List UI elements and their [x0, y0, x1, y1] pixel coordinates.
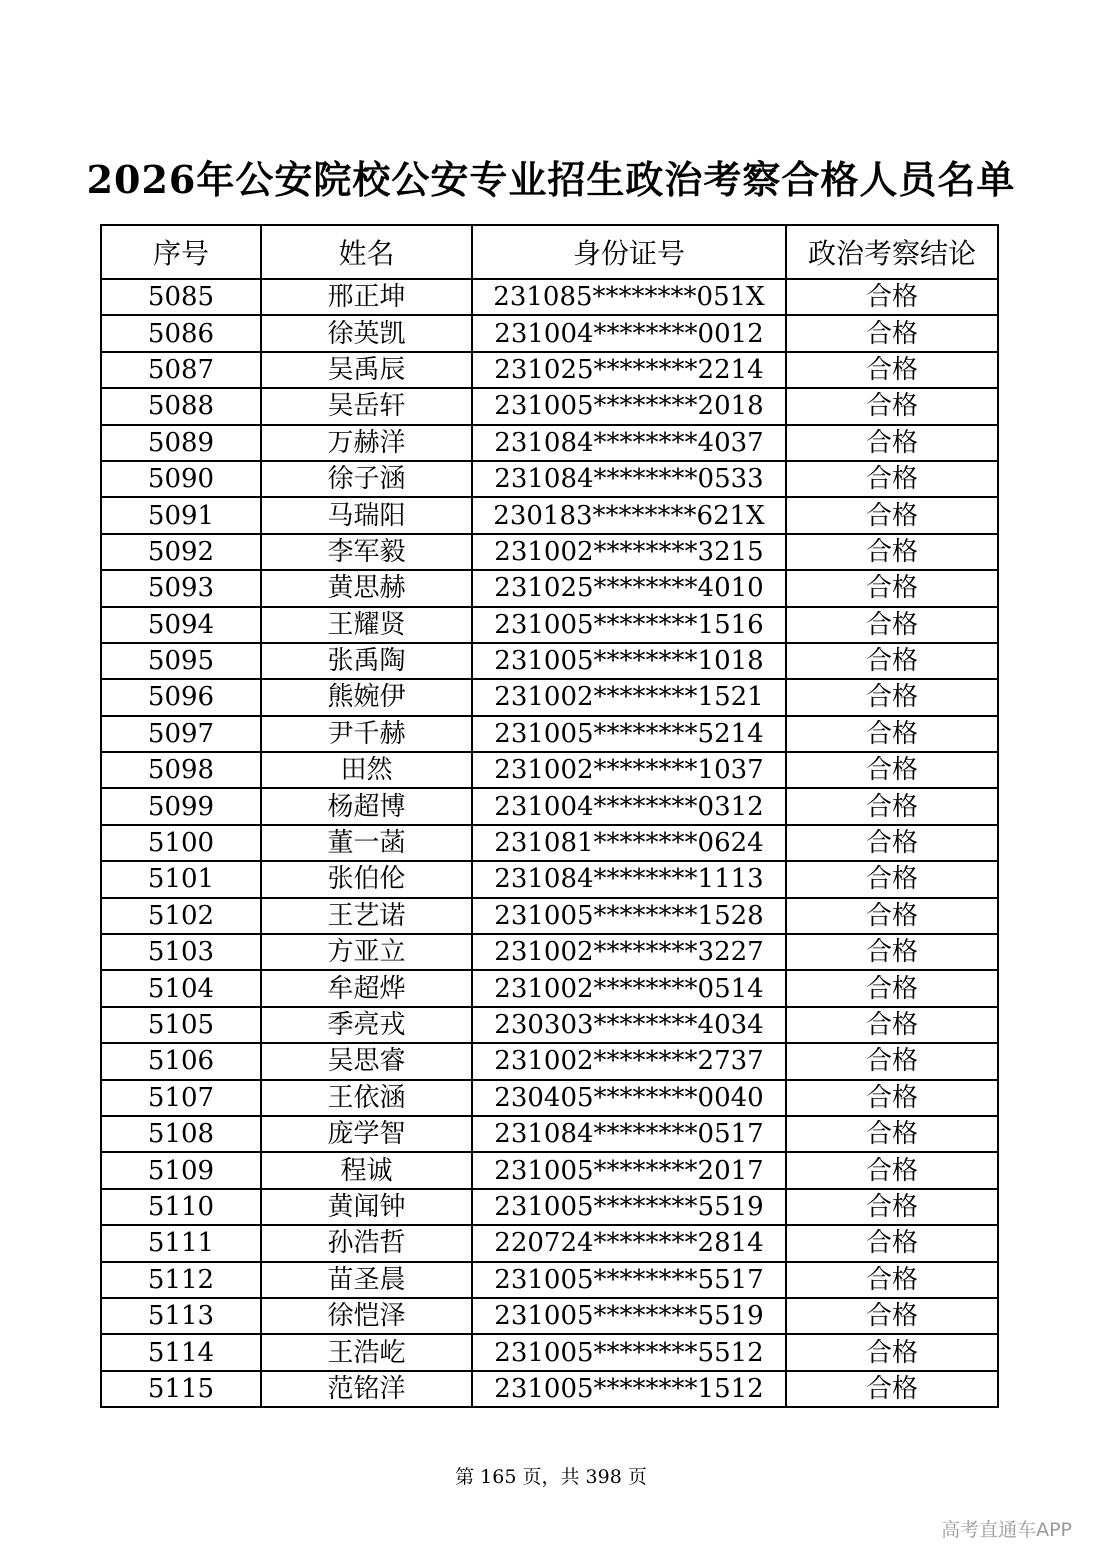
row-id-number-cell: 231002********3227	[472, 934, 786, 970]
row-id-number-cell: 231002********1521	[472, 679, 786, 715]
row-conclusion-cell: 合格	[786, 1007, 998, 1043]
row-name-cell: 王艺诺	[261, 898, 472, 934]
row-conclusion-cell: 合格	[786, 607, 998, 643]
row-id-number-cell: 231005********1512	[472, 1371, 786, 1407]
table-row	[101, 425, 998, 461]
row-conclusion-cell: 合格	[786, 1334, 998, 1370]
table-row	[101, 315, 998, 351]
table-row	[101, 461, 998, 497]
column-header-index: 序号	[101, 225, 261, 279]
row-id-number-cell: 231084********0517	[472, 1116, 786, 1152]
row-conclusion-cell: 合格	[786, 825, 998, 861]
row-conclusion-cell: 合格	[786, 788, 998, 824]
row-name-cell: 张禹陶	[261, 643, 472, 679]
table-header-row	[101, 225, 998, 279]
row-index-cell: 5096	[101, 679, 261, 715]
watermark: 高考直通车APP	[941, 1519, 1072, 1541]
row-conclusion-cell: 合格	[786, 861, 998, 897]
row-id-number-cell: 231005********2017	[472, 1152, 786, 1188]
row-id-number-cell: 231002********2737	[472, 1043, 786, 1079]
row-id-number-cell: 231005********1516	[472, 607, 786, 643]
row-name-cell: 范铭洋	[261, 1371, 472, 1407]
row-id-number-cell: 231005********5517	[472, 1262, 786, 1298]
row-name-cell: 吴岳轩	[261, 388, 472, 424]
row-index-cell: 5115	[101, 1371, 261, 1407]
row-index-cell: 5113	[101, 1298, 261, 1334]
row-name-cell: 孙浩哲	[261, 1225, 472, 1261]
row-id-number-cell: 231005********5519	[472, 1298, 786, 1334]
row-name-cell: 尹千赫	[261, 716, 472, 752]
row-name-cell: 徐子涵	[261, 461, 472, 497]
table-row	[101, 643, 998, 679]
row-index-cell: 5108	[101, 1116, 261, 1152]
page-number: 第 165 页，共 398 页	[455, 1466, 647, 1488]
table-body	[101, 279, 998, 1407]
row-name-cell: 王耀贤	[261, 607, 472, 643]
page-title: 2026年公安院校公安专业招生政治考察合格人员名单	[86, 157, 1016, 202]
row-conclusion-cell: 合格	[786, 1298, 998, 1334]
row-id-number-cell: 231005********5512	[472, 1334, 786, 1370]
row-conclusion-cell: 合格	[786, 716, 998, 752]
table-row	[101, 1225, 998, 1261]
row-name-cell: 程诚	[261, 1152, 472, 1188]
row-index-cell: 5114	[101, 1334, 261, 1370]
row-conclusion-cell: 合格	[786, 934, 998, 970]
row-name-cell: 吴禹辰	[261, 352, 472, 388]
table-row	[101, 352, 998, 388]
row-id-number-cell: 231005********2018	[472, 388, 786, 424]
table-row	[101, 861, 998, 897]
row-conclusion-cell: 合格	[786, 497, 998, 533]
row-conclusion-cell: 合格	[786, 1080, 998, 1116]
row-conclusion-cell: 合格	[786, 1225, 998, 1261]
row-id-number-cell: 231005********5214	[472, 716, 786, 752]
row-index-cell: 5110	[101, 1189, 261, 1225]
row-id-number-cell: 231085********051X	[472, 279, 786, 315]
row-name-cell: 马瑞阳	[261, 497, 472, 533]
row-conclusion-cell: 合格	[786, 679, 998, 715]
row-conclusion-cell: 合格	[786, 570, 998, 606]
table-row	[101, 1262, 998, 1298]
column-header-name: 姓名	[261, 225, 472, 279]
table-row	[101, 607, 998, 643]
row-conclusion-cell: 合格	[786, 752, 998, 788]
table-row	[101, 1116, 998, 1152]
row-index-cell: 5089	[101, 425, 261, 461]
table-row	[101, 1189, 998, 1225]
row-index-cell: 5098	[101, 752, 261, 788]
row-name-cell: 王浩屹	[261, 1334, 472, 1370]
row-index-cell: 5101	[101, 861, 261, 897]
table-row	[101, 788, 998, 824]
row-conclusion-cell: 合格	[786, 1371, 998, 1407]
row-name-cell: 牟超烨	[261, 970, 472, 1006]
row-index-cell: 5112	[101, 1262, 261, 1298]
row-index-cell: 5099	[101, 788, 261, 824]
row-index-cell: 5088	[101, 388, 261, 424]
table-row	[101, 1371, 998, 1407]
row-id-number-cell: 231005********5519	[472, 1189, 786, 1225]
row-name-cell: 方亚立	[261, 934, 472, 970]
row-name-cell: 田然	[261, 752, 472, 788]
row-conclusion-cell: 合格	[786, 315, 998, 351]
row-index-cell: 5091	[101, 497, 261, 533]
row-name-cell: 李军毅	[261, 534, 472, 570]
row-conclusion-cell: 合格	[786, 970, 998, 1006]
row-name-cell: 黄思赫	[261, 570, 472, 606]
row-name-cell: 王依涵	[261, 1080, 472, 1116]
row-index-cell: 5111	[101, 1225, 261, 1261]
row-index-cell: 5105	[101, 1007, 261, 1043]
row-index-cell: 5087	[101, 352, 261, 388]
table-row	[101, 716, 998, 752]
row-id-number-cell: 230303********4034	[472, 1007, 786, 1043]
row-index-cell: 5090	[101, 461, 261, 497]
table-row	[101, 279, 998, 315]
row-index-cell: 5102	[101, 898, 261, 934]
table-row	[101, 970, 998, 1006]
row-id-number-cell: 230405********0040	[472, 1080, 786, 1116]
column-header-id-number: 身份证号	[472, 225, 786, 279]
table-row	[101, 570, 998, 606]
row-conclusion-cell: 合格	[786, 352, 998, 388]
table-row	[101, 1152, 998, 1188]
row-index-cell: 5095	[101, 643, 261, 679]
row-id-number-cell: 231002********1037	[472, 752, 786, 788]
row-id-number-cell: 231084********1113	[472, 861, 786, 897]
row-name-cell: 邢正坤	[261, 279, 472, 315]
row-index-cell: 5103	[101, 934, 261, 970]
row-id-number-cell: 231005********1528	[472, 898, 786, 934]
row-index-cell: 5097	[101, 716, 261, 752]
row-index-cell: 5094	[101, 607, 261, 643]
row-name-cell: 熊婉伊	[261, 679, 472, 715]
table-row	[101, 934, 998, 970]
table-row	[101, 1298, 998, 1334]
row-id-number-cell: 231084********4037	[472, 425, 786, 461]
row-name-cell: 吴思睿	[261, 1043, 472, 1079]
table-row	[101, 825, 998, 861]
row-index-cell: 5092	[101, 534, 261, 570]
row-id-number-cell: 231005********1018	[472, 643, 786, 679]
row-name-cell: 徐恺泽	[261, 1298, 472, 1334]
row-name-cell: 苗圣晨	[261, 1262, 472, 1298]
row-conclusion-cell: 合格	[786, 1152, 998, 1188]
row-name-cell: 董一菡	[261, 825, 472, 861]
row-conclusion-cell: 合格	[786, 534, 998, 570]
table-row	[101, 497, 998, 533]
row-index-cell: 5104	[101, 970, 261, 1006]
row-id-number-cell: 231084********0533	[472, 461, 786, 497]
row-id-number-cell: 231002********0514	[472, 970, 786, 1006]
table-row	[101, 752, 998, 788]
table-row	[101, 388, 998, 424]
candidate-table	[100, 224, 999, 1408]
table-row	[101, 1043, 998, 1079]
row-id-number-cell: 220724********2814	[472, 1225, 786, 1261]
row-name-cell: 张伯伦	[261, 861, 472, 897]
table-row	[101, 898, 998, 934]
row-id-number-cell: 231025********4010	[472, 570, 786, 606]
table-row	[101, 1334, 998, 1370]
row-index-cell: 5109	[101, 1152, 261, 1188]
row-conclusion-cell: 合格	[786, 425, 998, 461]
table-row	[101, 1080, 998, 1116]
row-conclusion-cell: 合格	[786, 1116, 998, 1152]
row-name-cell: 季亮戎	[261, 1007, 472, 1043]
row-conclusion-cell: 合格	[786, 643, 998, 679]
row-index-cell: 5086	[101, 315, 261, 351]
row-conclusion-cell: 合格	[786, 898, 998, 934]
table-row	[101, 1007, 998, 1043]
row-name-cell: 庞学智	[261, 1116, 472, 1152]
row-conclusion-cell: 合格	[786, 1043, 998, 1079]
column-header-conclusion: 政治考察结论	[786, 225, 998, 279]
row-index-cell: 5085	[101, 279, 261, 315]
row-index-cell: 5107	[101, 1080, 261, 1116]
row-id-number-cell: 231002********3215	[472, 534, 786, 570]
table-row	[101, 534, 998, 570]
row-conclusion-cell: 合格	[786, 1262, 998, 1298]
row-conclusion-cell: 合格	[786, 1189, 998, 1225]
row-index-cell: 5093	[101, 570, 261, 606]
row-id-number-cell: 231025********2214	[472, 352, 786, 388]
table-row	[101, 679, 998, 715]
row-conclusion-cell: 合格	[786, 461, 998, 497]
row-index-cell: 5106	[101, 1043, 261, 1079]
row-index-cell: 5100	[101, 825, 261, 861]
row-name-cell: 黄闻钟	[261, 1189, 472, 1225]
row-name-cell: 徐英凯	[261, 315, 472, 351]
row-name-cell: 杨超博	[261, 788, 472, 824]
row-id-number-cell: 231004********0012	[472, 315, 786, 351]
row-id-number-cell: 231081********0624	[472, 825, 786, 861]
row-conclusion-cell: 合格	[786, 388, 998, 424]
row-id-number-cell: 231004********0312	[472, 788, 786, 824]
row-id-number-cell: 230183********621X	[472, 497, 786, 533]
row-name-cell: 万赫洋	[261, 425, 472, 461]
row-conclusion-cell: 合格	[786, 279, 998, 315]
